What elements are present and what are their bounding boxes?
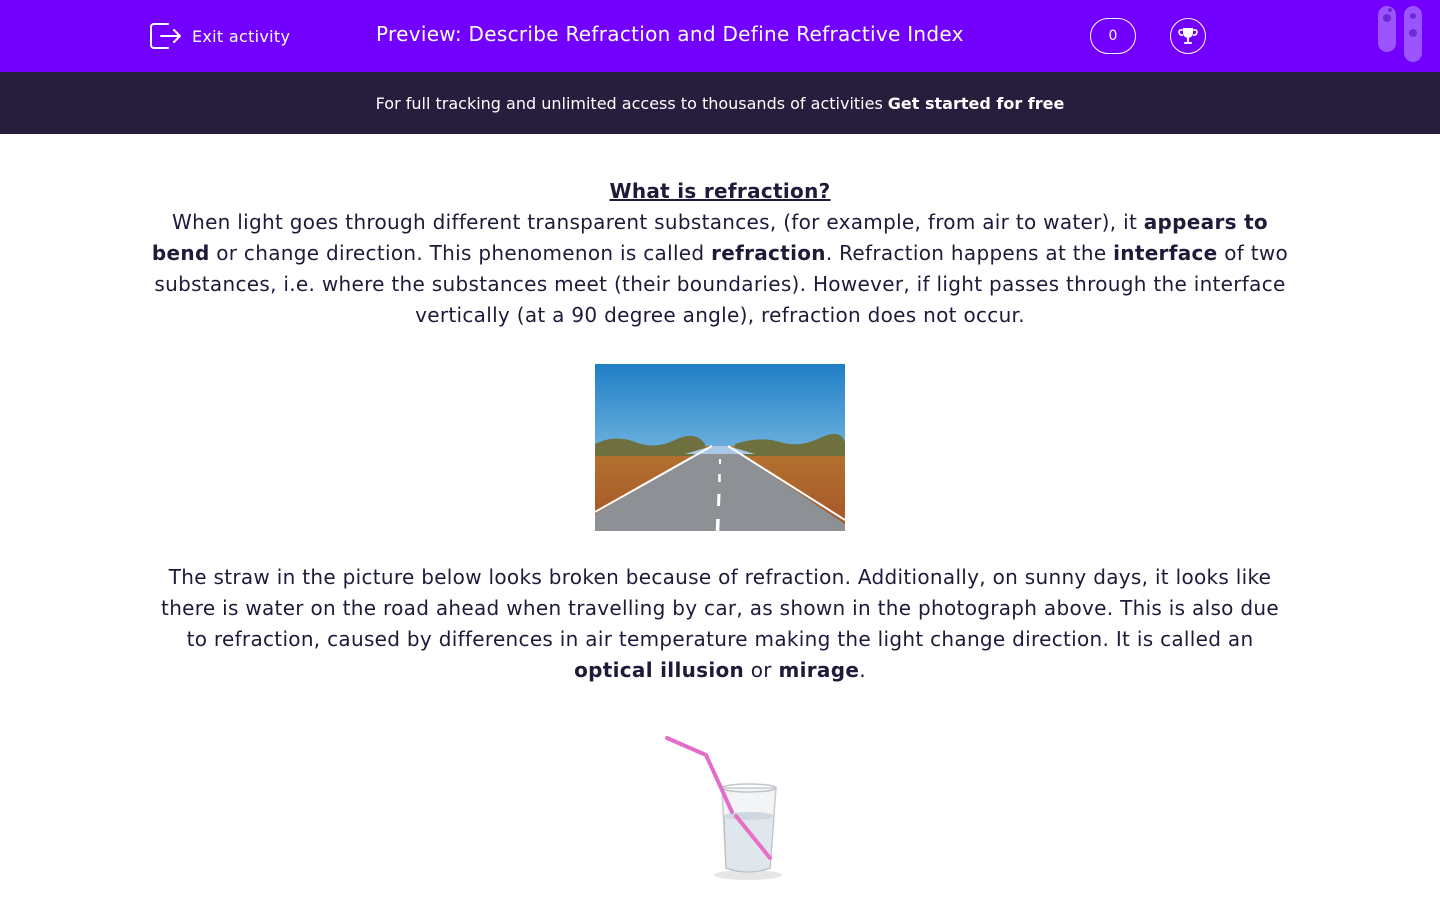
- para1-text-2: or change direction. This phenomenon is called: [209, 241, 712, 265]
- para2-text-2: or: [744, 658, 779, 682]
- straw-in-glass-image: [660, 730, 790, 890]
- exit-activity-label: Exit activity: [192, 26, 291, 46]
- section-heading: What is refraction?: [609, 179, 831, 203]
- para1-text-3: . Refraction happens at the: [825, 241, 1114, 265]
- para2-bold-optical-illusion: optical illusion: [574, 658, 745, 682]
- para1-text-4: of two substances, i.e. where the substances meet (their boundaries). However, if light passes through the interface vertically (at a 90 degree angle), refraction does not occur.: [154, 241, 1289, 327]
- top-header: [0, 0, 1440, 72]
- road-mirage-photo: [595, 364, 845, 531]
- para2-text-3: .: [859, 658, 866, 682]
- content-section: [148, 176, 1292, 331]
- paragraph-mirage: [148, 562, 1292, 686]
- promo-banner: [0, 72, 1440, 134]
- trophy-icon: [1177, 25, 1199, 47]
- paragraph-refraction: [148, 207, 1292, 331]
- test-tubes-logo: [1376, 6, 1424, 64]
- para1-bold-appears-to-bend: appears to bend: [151, 210, 1268, 265]
- banner-text: For full tracking and unlimited access to thousands of activities: [375, 93, 883, 113]
- para2-bold-mirage: mirage: [778, 658, 860, 682]
- exit-icon: [148, 21, 182, 51]
- para1-bold-refraction: refraction: [711, 241, 826, 265]
- get-started-link[interactable]: Get started for free: [887, 93, 1065, 113]
- trophy-button[interactable]: [1170, 18, 1206, 54]
- para1-bold-interface: interface: [1113, 241, 1218, 265]
- page-title: Preview: Describe Refraction and Define Refractive Index: [376, 22, 964, 46]
- para2-text-1: The straw in the picture below looks broken because of refraction. Additionally, on sunny days, it looks like there is water on the road ahead when travelling by car, as shown in the photograph above. This is also due to refraction, caused by differences in air temperature making the light change direction. It is called an: [161, 565, 1279, 651]
- exit-activity-button[interactable]: [148, 20, 290, 52]
- para1-text-1: When light goes through different transparent substances, (for example, from air to water), it: [172, 210, 1144, 234]
- score-badge: 0: [1090, 18, 1136, 54]
